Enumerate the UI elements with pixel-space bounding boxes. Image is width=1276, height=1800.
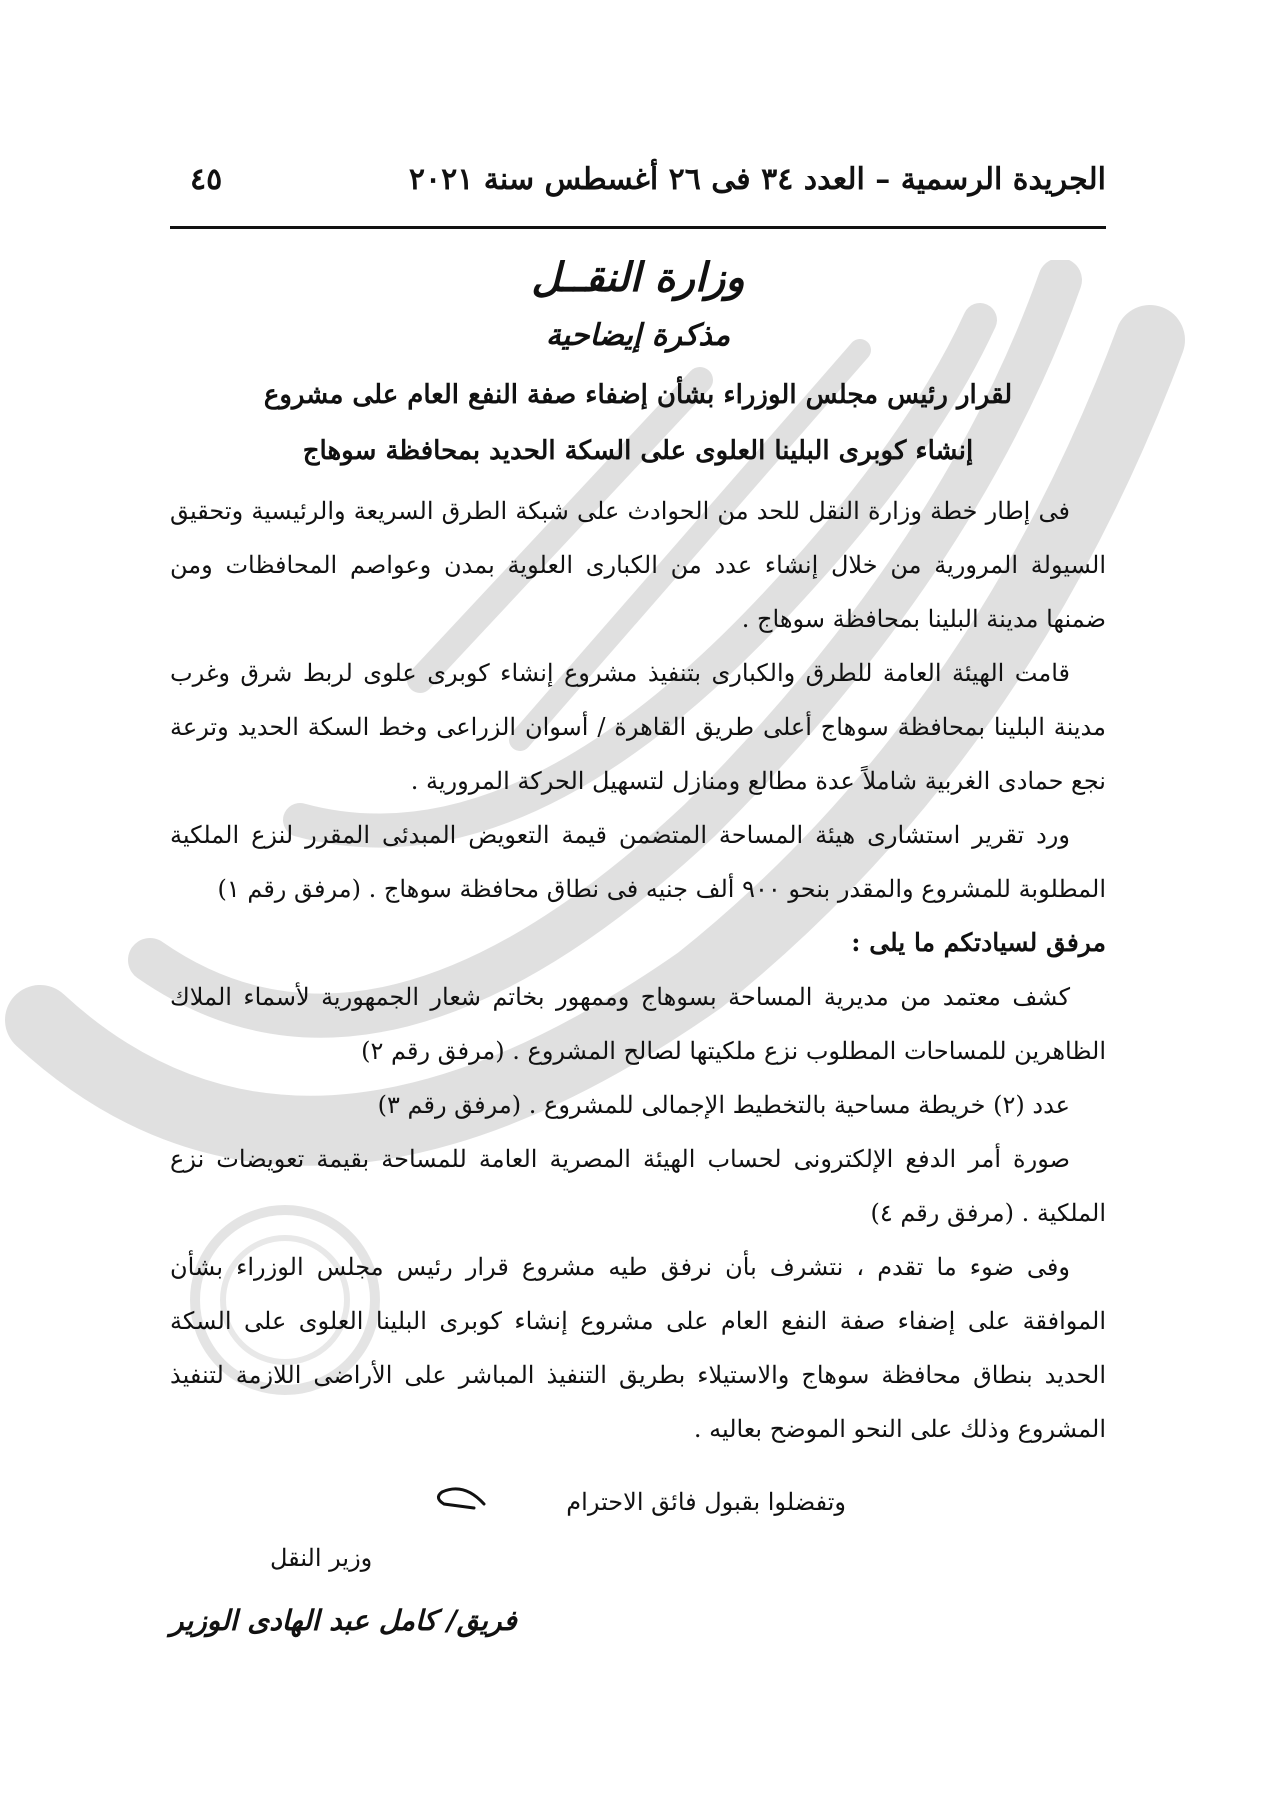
subject-line-2: إنشاء كوبرى البلينا العلوى على السكة الحديد بمحافظة سوهاج: [302, 436, 974, 466]
gazette-title: الجريدة الرسمية – العدد ٣٤ فى ٢٦ أغسطس سنة ٢٠٢١: [408, 162, 1106, 197]
paragraph-3: ورد تقرير استشارى هيئة المساحة المتضمن قيمة التعويض المبدئى المقرر لنزع الملكية المطلوبة للمشروع والمقدر بنحو ٩٠٠ ألف جنيه فى نطاق محافظة سوهاج . (مرفق رقم ١): [170, 821, 1106, 903]
subject-line-1: لقرار رئيس مجلس الوزراء بشأن إضفاء صفة النفع العام على مشروع: [263, 380, 1013, 410]
attachment-item-2: عدد (٢) خريطة مساحية بالتخطيط الإجمالى للمشروع . (مرفق رقم ٣): [377, 1091, 1070, 1119]
signatory-name: فريق/ كامل عبد الهادى الوزير: [170, 1604, 517, 1637]
handwritten-initial-icon: [434, 1478, 490, 1518]
attachment-item-1: كشف معتمد من مديرية المساحة بسوهاج وممهور بخاتم شعار الجمهورية لأسماء الملاك الظاهرين للمساحات المطلوب نزع ملكيتها لصالح المشروع . (مرفق رقم ٢): [170, 983, 1106, 1065]
gazette-header: [170, 162, 1106, 212]
header-divider: [170, 226, 1106, 229]
memo-title: مذكرة إيضاحية: [545, 318, 731, 353]
attachment-item-3: صورة أمر الدفع الإلكترونى لحساب الهيئة المصرية العامة للمساحة بقيمة تعويضات نزع الملكية . (مرفق رقم ٤): [170, 1145, 1106, 1227]
conclusion-paragraph: وفى ضوء ما تقدم ، نتشرف بأن نرفق طيه مشروع قرار رئيس مجلس الوزراء بشأن الموافقة على إضفاء صفة النفع العام على مشروع إنشاء كوبرى البلينا العلوى على السكة الحديد بنطاق محافظة سوهاج والاستيلاء بطريق التنفيذ المباشر على الأراضى اللازمة لتنفيذ المشروع وذلك على النحو الموضح بعاليه .: [170, 1253, 1106, 1443]
paragraph-2: قامت الهيئة العامة للطرق والكبارى بتنفيذ مشروع إنشاء كوبرى علوى لربط شرق وغرب مدينة البلينا بمحافظة سوهاج أعلى طريق القاهرة / أسوان الزراعى وخط السكة الحديد وترعة نجع حمادى الغربية شاملاً عدة مطالع ومنازل لتسهيل الحركة المرورية .: [170, 659, 1106, 795]
ministry-title: وزارة النقــل: [531, 254, 745, 301]
memo-body: [170, 484, 1106, 1456]
paragraph-1: فى إطار خطة وزارة النقل للحد من الحوادث على شبكة الطرق السريعة والرئيسية وتحقيق السيولة المرورية من خلال إنشاء عدد من الكبارى العلوية بمدن وعواصم المحافظات ومن ضمنها مدينة البلينا بمحافظة سوهاج .: [170, 497, 1106, 633]
attachments-heading: مرفق لسيادتكم ما يلى :: [851, 928, 1106, 957]
signatory-title: وزير النقل: [270, 1544, 373, 1572]
page-number: ٤٥: [190, 162, 223, 197]
closing-regards: وتفضلوا بقبول فائق الاحترام: [566, 1488, 846, 1516]
